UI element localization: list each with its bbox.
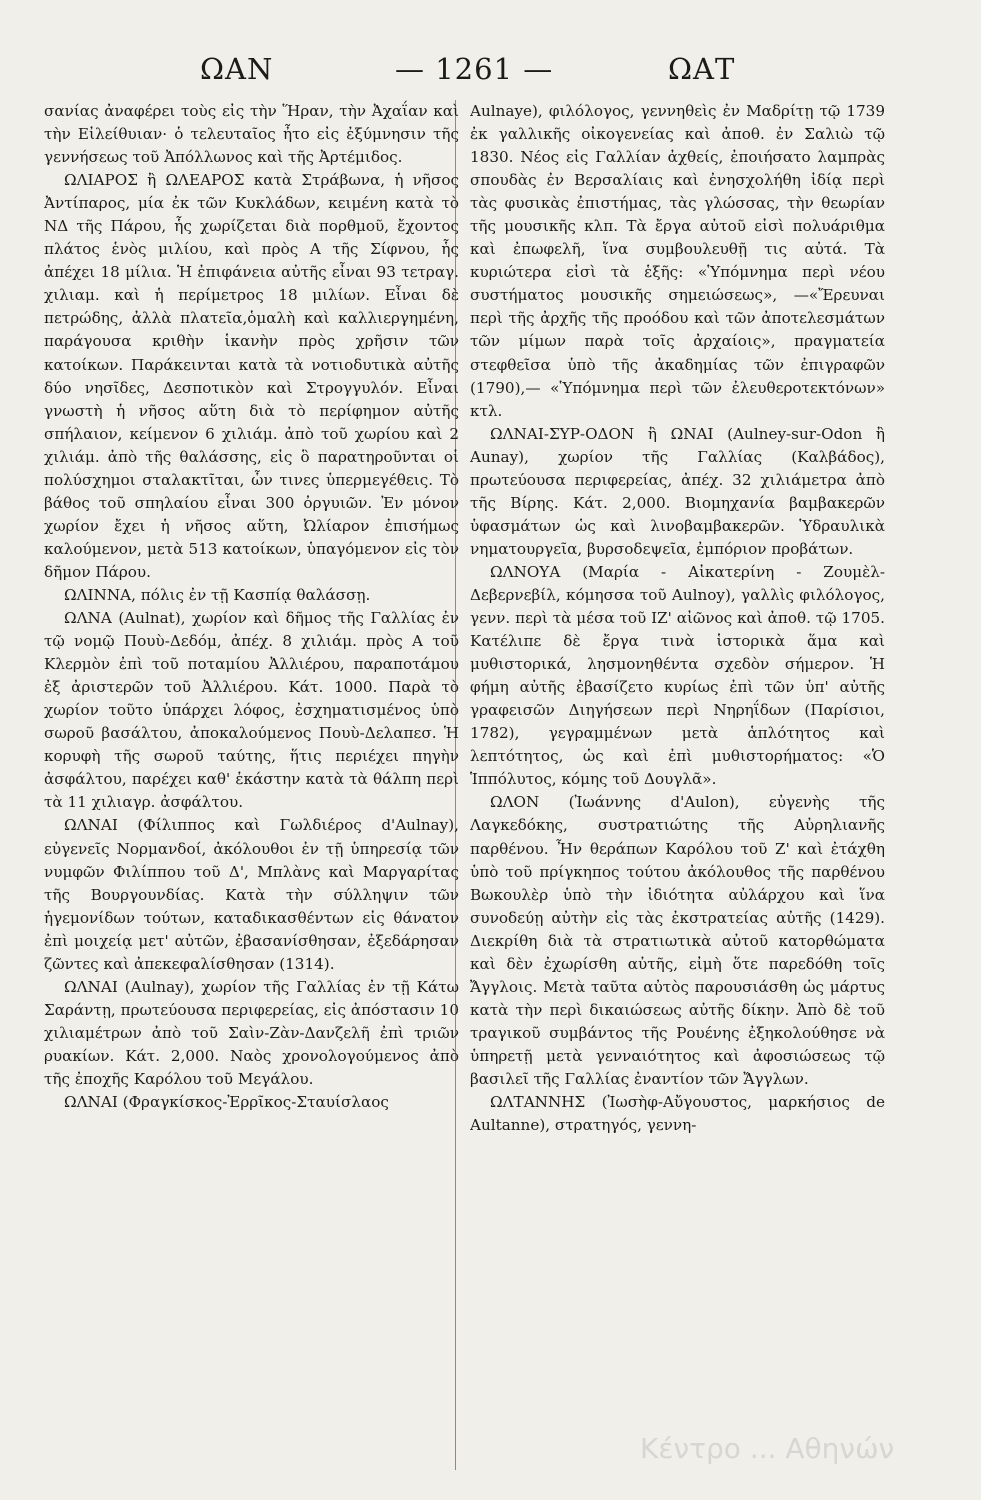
entry-olon: ΩΛΟΝ (Ἰωάννης d'Aulon), εὐγενὴς τῆς Λαγκεδόκης, συστρατιώτης τῆς Αὐρηλιανῆς παρθένου. Ἦν θεράπων Καρόλου τοῦ Ζ' καὶ ἐτάχθη ὑπὸ τοῦ πρίγκηπος τούτου ἀκόλουθος τῆς παρθένου Βωκουλὲρ ὑπὸ τὴν ἰδιότητα αὐλάρχου καὶ ἵνα συνοδεύῃ αὐτὴν εἰς τὰς ἐκστρατείας αὐτῆς (1429). Διεκρίθη διὰ τὰ στρατιωτικὰ αὐτοῦ κατορθώματα καὶ δὲν ἐχωρίσθη αὐτῆς, εἰμὴ ὅτε παρεδόθη τοῖς Ἄγγλοις. Μετὰ ταῦτα αὐτὸς παρουσιάσθη ὡς μάρτυς κατὰ τὴν περὶ δικαιώσεως αὐτῆς δίκην. Ἀπὸ δὲ τοῦ τραγικοῦ συμβάντος τῆς Ρουένης ἐξηκολούθησε νὰ ὑπηρετῇ μετὰ γενναιότητος καὶ ἀφοσιώσεως τῷ βασιλεῖ τῆς Γαλλίας ἐναντίον τῶν Ἄγγλων. <box>470 793 885 1088</box>
library-watermark: Κέντρο ... Αθηνών <box>640 1432 895 1465</box>
entry-olna-aulnat: ΩΛΝΑ (Aulnat), χωρίον καὶ δῆμος τῆς Γαλλίας ἐν τῷ νομῷ Πουὺ-Δεδόμ, ἀπέχ. 8 χιλιάμ. πρὸς Α τοῦ Κλερμὸν ἐπὶ τοῦ ποταμίου Ἀλλιέρου, παραποτάμου ἐξ ἀριστερῶν τοῦ Ἀλλιέρου. Κάτ. 1000. Παρὰ τὸ χωρίον τοῦτο ὑπάρχει λόφος, ἐσχηματισμένος ὑπὸ σωροῦ βασάλτου, ἀποκαλούμενος Πουὺ-Δελαπεσ. Ἡ κορυφὴ τῆς σωροῦ ταύτης, ἥτις περιέχει πηγὴν ἀσφάλτου, παρέχει καθ' ἑκάστην κατὰ τὰ θάλπη περὶ τὰ 11 χιλιαγρ. ἀσφάλτου. <box>44 609 459 812</box>
entry-olnai-frangiskos: ΩΛΝΑΙ (Φραγκίσκος-Ἐρρῖκος-Σταυίσλαος <box>64 1093 389 1112</box>
entry-continuation: σανίας ἀναφέρει τοὺς εἰς τὴν Ἥραν, τὴν Ἀχαΐαν καὶ τὴν Εἰλείθυιαν· ὁ τελευταῖος ἦτο εἰς ἐξύμνησιν τῆς γεννήσεως τοῦ Ἀπόλλωνος καὶ τῆς Ἀρτέμιδος. <box>44 102 459 167</box>
entry-olnai-syr-odon: ΩΛΝΑΙ-ΣΥΡ-ΟΔΟΝ ἢ ΩΝΑΙ (Aulney-sur-Odon ἢ Aunay), χωρίον τῆς Γαλλίας (Καλβάδος), πρωτεύουσα περιφερείας, ἀπέχ. 32 χιλιάμετρα ἀπὸ τῆς Βίρης. Κάτ. 2,000. Βιομηχανία βαμβακερῶν ὑφασμάτων ὡς καὶ λινοβαμβακερῶν. Ὑδραυλικὰ νηματουργεῖα, βυρσοδεψεῖα, ἐμπόριον προβάτων. <box>470 424 885 558</box>
entry-oltannis: ΩΛΤΑΝΝΗΣ (Ἰωσὴφ-Αὔγουστος, μαρκήσιος de Aultanne), στρατηγός, γεννη- <box>470 1093 885 1135</box>
right-column <box>470 100 885 1480</box>
left-column <box>44 100 459 1480</box>
entry-olnai-aulnay: ΩΛΝΑΙ (Aulnay), χωρίον τῆς Γαλλίας ἐν τῇ Κάτω Σαράντῃ, πρωτεύουσα περιφερείας, εἰς ἀπόστασιν 10 χιλιαμέτρων ἀπὸ τοῦ Σαὶν-Ζὰν-Δανζελῆ ἐπὶ τριῶν ρυακίων. Κάτ. 2,000. Ναὸς χρονολογούμενος ἀπὸ τῆς ἐποχῆς Καρόλου τοῦ Μεγάλου. <box>44 977 459 1088</box>
header-right-guideword: ΩΑΤ <box>668 52 736 86</box>
entry-oliaros: ΩΛΙΑΡΟΣ ἢ ΩΛΕΑΡΟΣ κατὰ Στράβωνα, ἡ νῆσος Ἀντίπαρος, μία ἐκ τῶν Κυκλάδων, κειμένη κατὰ τὸ ΝΔ τῆς Πάρου, ἧς χωρίζεται διὰ πορθμοῦ, ἔχοντος πλάτος ἑνὸς μιλίου, καὶ πρὸς Α τῆς Σίφνου, ἧς ἀπέχει 18 μίλια. Ἡ ἐπιφάνεια αὐτῆς εἶναι 93 τετραγ. χιλιαμ. καὶ ἡ περίμετρος 18 μιλίων. Εἶναι δὲ πετρώδης, ἀλλὰ πλατεῖα,ὁμαλὴ καὶ καλλιεργημένη, παράγουσα κριθὴν ἱκανὴν πρὸς χρῆσιν τῶν κατοίκων. Παράκεινται κατὰ τὰ νοτιοδυτικὰ αὐτῆς δύο νησῖδες, Δεσποτικὸν καὶ Στρογγυλόν. Εἶναι γνωστὴ ἡ νῆσος αὕτη διὰ τὸ περίφημον αὐτῆς σπήλαιον, κείμενον 6 χιλιάμ. ἀπὸ τοῦ χωρίου καὶ 2 χιλιάμ. ἀπὸ τῆς θαλάσσης, εἰς ὃ παρατηροῦνται οἱ πολύσχημοι σταλακτῖται, ὧν τινες ὑπερμεγέθεις. Τὸ βάθος τοῦ σπηλαίου εἶναι 300 ὀργυιῶν. Ἐν μόνον χωρίον ἔχει ἡ νῆσος αὕτη, Ὠλίαρον ἐπισήμως καλούμενον, μετὰ 513 κατοίκων, ὑπαγόμενον εἰς τὸν δῆμον Πάρου. <box>44 171 459 581</box>
entry-olnoua: ΩΛΝΟΥΑ (Μαρία - Αἰκατερίνη - Ζουμὲλ-Δεβερνεβίλ, κόμησσα τοῦ Aulnoy), γαλλὶς φιλόλογος, γενν. περὶ τὰ μέσα τοῦ ΙΖ' αἰῶνος καὶ ἀποθ. τῷ 1705. Κατέλιπε δὲ ἔργα τινὰ ἱστορικὰ ἅμα καὶ μυθιστορικά, λησμονηθέντα σχεδὸν σήμερον. Ἡ φήμη αὐτῆς ἐβασίζετο κυρίως ἐπὶ τῶν ὑπ' αὐτῆς γραφεισῶν Διηγήσεων περὶ Νηρηΐδων (Παρίσιοι, 1782), γεγραμμένων μετὰ ἁπλότητος καὶ λεπτότητος, ὡς καὶ ἐπὶ μυθιστορήματος: «Ὁ Ἱππόλυτος, κόμης τοῦ Δουγλᾶ». <box>470 562 885 789</box>
header-left-guideword: ΩΑΝ <box>200 52 274 86</box>
page-number: — 1261 — <box>395 52 554 86</box>
entry-olnai-frangiskos-continued: Aulnaye), φιλόλογος, γεννηθεὶς ἐν Μαδρίτῃ τῷ 1739 ἐκ γαλλικῆς οἰκογενείας καὶ ἀποθ. ἐν Σαλιὼ τῷ 1830. Νέος εἰς Γαλλίαν ἀχθείς, ἐποιήσατο λαμπρὰς σπουδὰς ἐν Βερσαλίαις καὶ ἐνησχολήθη ἰδίᾳ περὶ τὰς φυσικὰς ἐπιστήμας, τὰς γλώσσας, τὴν θεωρίαν τῆς μουσικῆς κλπ. Τὰ ἔργα αὐτοῦ εἰσὶ πολυάριθμα καὶ ἐπωφελῆ, ἵνα συμβουλευθῇ τις αὐτά. Τὰ κυριώτερα εἰσὶ τὰ ἑξῆς: «Ὑπόμνημα περὶ νέου συστήματος μουσικῆς σημειώσεως», —«Ἔρευναι περὶ τῆς ἀρχῆς τῆς προόδου καὶ τῶν ἀποτελεσμάτων τῶν μίμων παρὰ τοῖς ἀρχαίοις», πραγματεία στεφθεῖσα ὑπὸ τῆς ἀκαδημίας τῶν ἐπιγραφῶν (1790),— «Ὑπόμνημα περὶ τῶν ἐλευθεροτεκτόνων» κτλ. <box>470 102 885 420</box>
entry-olnai-philippos: ΩΛΝΑΙ (Φίλιππος καὶ Γωλδιέρος d'Aulnay), εὐγενεῖς Νορμανδοί, ἀκόλουθοι ἐν τῇ ὑπηρεσίᾳ τῶν νυμφῶν Φιλίππου τοῦ Δ', Μπλὰνς καὶ Μαργαρίτας τῆς Βουργουνδίας. Κατὰ τὴν σύλληψιν τῶν ἡγεμονίδων τούτων, καταδικασθέντων εἰς θάνατον ἐπὶ μοιχείᾳ μετ' αὐτῶν, ἐβασανίσθησαν, ἐξεδάρησαν ζῶντες καὶ ἀπεκεφαλίσθησαν (1314). <box>44 816 459 973</box>
entry-olinna: ΩΛΙΝΝΑ, πόλις ἐν τῇ Κασπίᾳ θαλάσσῃ. <box>64 585 371 604</box>
page-header <box>40 52 940 92</box>
